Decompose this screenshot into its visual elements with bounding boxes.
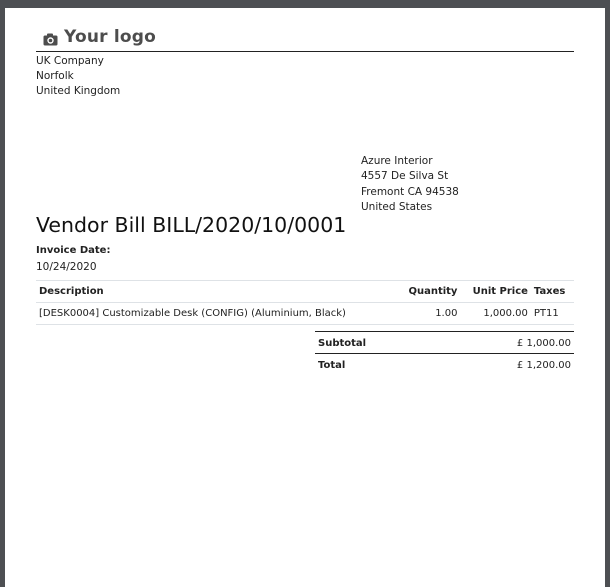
invoice-date-value: 10/24/2020 (36, 261, 97, 273)
subtotal-row (315, 332, 574, 354)
line-quantity: 1.00 (405, 303, 461, 325)
partner-name: Azure Interior (361, 155, 433, 167)
subtotal-value: £ 1,000.00 (438, 332, 574, 354)
total-row (315, 354, 574, 376)
line-unit-price: 1,000.00 (460, 303, 530, 325)
table-header-row (36, 281, 574, 303)
partner-country: United States (361, 200, 433, 213)
partner-address (361, 154, 459, 215)
header-divider (36, 51, 574, 52)
total-label: Total (315, 354, 438, 376)
total-value: £ 1,200.00 (438, 354, 574, 376)
partner-street: 4557 De Silva St (361, 170, 449, 183)
company-logo (43, 27, 156, 47)
logo-text: Your logo (64, 27, 156, 47)
partner-city: Fremont CA 94538 (361, 185, 459, 198)
company-country: United Kingdom (36, 85, 121, 97)
company-region: Norfolk (36, 70, 74, 82)
document-page (5, 8, 605, 587)
bill-title: Vendor Bill BILL/2020/10/0001 (36, 213, 347, 237)
company-address (36, 54, 120, 99)
table-row (36, 303, 574, 325)
camera-icon (43, 31, 58, 44)
header-description: Description (36, 281, 405, 303)
line-taxes: PT11 (531, 303, 574, 325)
subtotal-label: Subtotal (315, 332, 438, 354)
invoice-lines-table (36, 280, 574, 325)
header-unit-price: Unit Price (460, 281, 530, 303)
line-description: [DESK0004] Customizable Desk (CONFIG) (Aluminium, Black) (36, 303, 405, 325)
header-taxes: Taxes (531, 281, 574, 303)
totals-table (315, 331, 574, 375)
invoice-date-label: Invoice Date: (36, 245, 111, 256)
company-name: UK Company (36, 55, 104, 67)
header-quantity: Quantity (405, 281, 461, 303)
